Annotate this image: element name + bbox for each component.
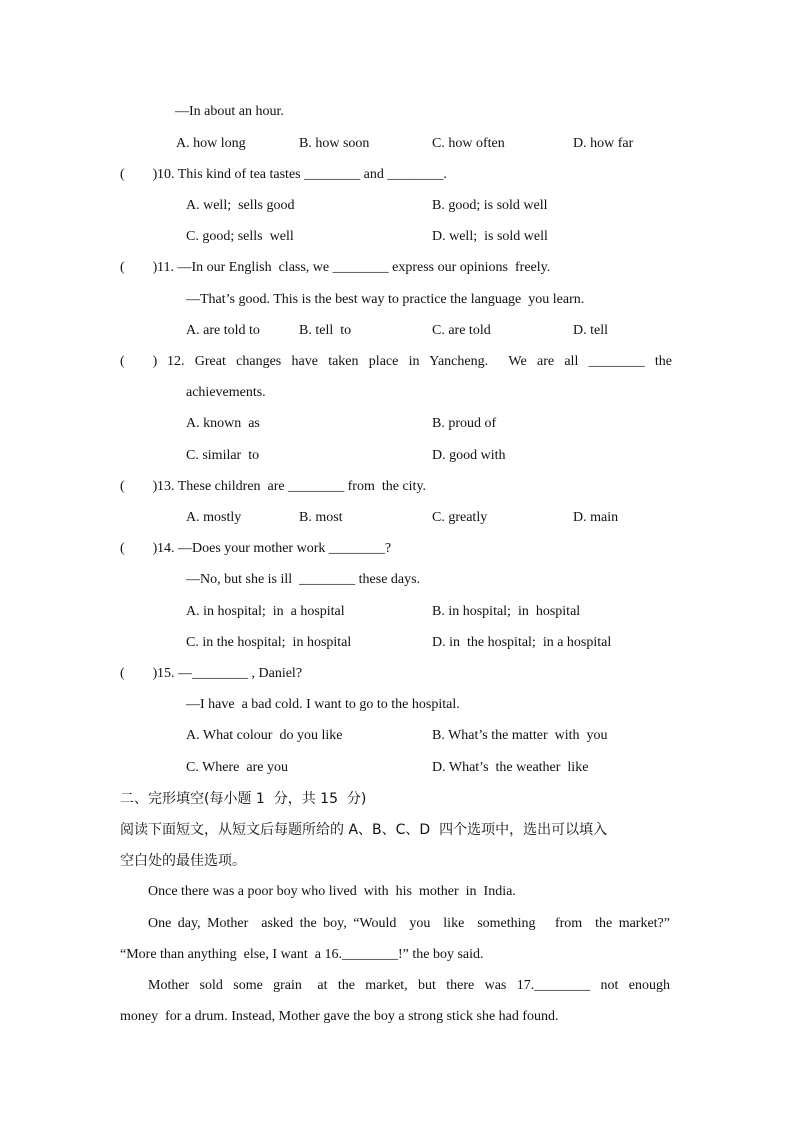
q13-answer-blank: ( ) xyxy=(120,479,158,494)
q9-option-c: C. how often xyxy=(432,136,505,151)
q13-stem: 13. These children are ________ from the city. xyxy=(157,479,427,494)
q15-stem: 15. —________ , Daniel? xyxy=(157,666,303,681)
q12-answer-blank: ( ) xyxy=(120,354,158,369)
q11-option-c: C. are told xyxy=(432,323,491,338)
q13-option-d: D. main xyxy=(573,510,619,525)
q15-option-a: A. What colour do you like xyxy=(186,728,343,743)
q12-option-a: A. known as xyxy=(186,416,260,431)
q14-option-d: D. in the hospital; in a hospital xyxy=(432,635,612,650)
q9-option-b: B. how soon xyxy=(299,136,370,151)
q10-option-d: D. well; is sold well xyxy=(432,229,548,244)
q14-answer-blank: ( ) xyxy=(120,541,158,556)
section2-instruction-line2: 空白处的最佳选项。 xyxy=(120,853,246,869)
q9-answer-line: —In about an hour. xyxy=(175,104,284,119)
q13-option-c: C. greatly xyxy=(432,510,488,525)
q9-option-a: A. how long xyxy=(176,136,246,151)
q12-option-b: B. proud of xyxy=(432,416,497,431)
q12-line2: achievements. xyxy=(186,385,266,400)
q10-option-a: A. well; sells good xyxy=(186,198,295,213)
q10-option-b: B. good; is sold well xyxy=(432,198,548,213)
q15-answer-blank: ( ) xyxy=(120,666,158,681)
q14-option-a: A. in hospital; in a hospital xyxy=(186,604,345,619)
q13-option-a: A. mostly xyxy=(186,510,242,525)
q11-option-b: B. tell to xyxy=(299,323,352,338)
passage-line-2: One day, Mother asked the boy, “Would you like something from the market?” xyxy=(148,916,670,931)
q14-stem: 14. —Does your mother work ________? xyxy=(157,541,392,556)
passage-line-1: Once there was a poor boy who lived with his mother in India. xyxy=(148,884,516,899)
q11-option-d: D. tell xyxy=(573,323,608,338)
q11-line2: —That’s good. This is the best way to practice the language you learn. xyxy=(186,292,585,307)
q14-option-b: B. in hospital; in hospital xyxy=(432,604,581,619)
q15-option-c: C. Where are you xyxy=(186,760,288,775)
q15-option-b: B. What’s the matter with you xyxy=(432,728,608,743)
passage-line-5: money for a drum. Instead, Mother gave the boy a strong stick she had found. xyxy=(120,1009,559,1024)
q12-stem: 12. Great changes have taken place in Yancheng. We are all ________ the xyxy=(167,354,672,369)
passage-line-3: “More than anything else, I want a 16.________!” the boy said. xyxy=(120,947,484,962)
q14-line2: —No, but she is ill ________ these days. xyxy=(186,572,421,587)
section2-heading: 二、完形填空(每小题 1 分，共 15 分) xyxy=(120,791,367,807)
q12-option-d: D. good with xyxy=(432,448,506,463)
q10-option-c: C. good; sells well xyxy=(186,229,294,244)
q11-option-a: A. are told to xyxy=(186,323,260,338)
q14-option-c: C. in the hospital; in hospital xyxy=(186,635,352,650)
q9-option-d: D. how far xyxy=(573,136,634,151)
q13-option-b: B. most xyxy=(299,510,343,525)
section2-instruction-line1: 阅读下面短文，从短文后每题所给的 A、B、C、D 四个选项中，选出可以填入 xyxy=(120,822,608,838)
q11-answer-blank: ( ) xyxy=(120,260,158,275)
q10-stem: 10. This kind of tea tastes ________ and ________. xyxy=(157,167,447,182)
q15-option-d: D. What’s the weather like xyxy=(432,760,589,775)
q15-line2: —I have a bad cold. I want to go to the hospital. xyxy=(186,697,460,712)
passage-line-4: Mother sold some grain at the market, but there was 17.________ not enough xyxy=(148,978,670,993)
q11-stem: 11. —In our English class, we ________ express our opinions freely. xyxy=(157,260,551,275)
q12-option-c: C. similar to xyxy=(186,448,260,463)
q10-answer-blank: ( ) xyxy=(120,167,158,182)
